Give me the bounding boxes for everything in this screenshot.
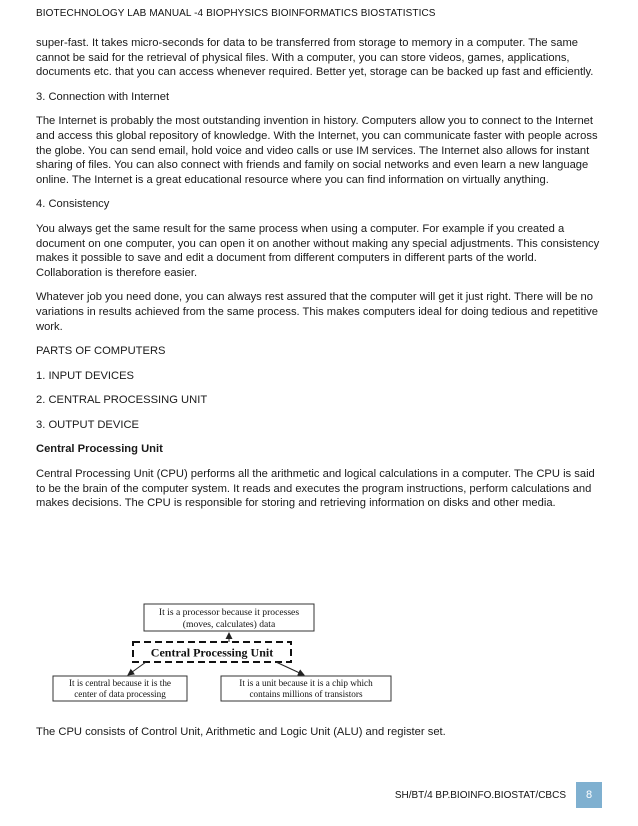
paragraph-cpu-components: The CPU consists of Control Unit, Arithmetic and Logic Unit (ALU) and register set.	[36, 726, 446, 738]
paragraph-reliability: Whatever job you need done, you can always rest assured that the computer will get it just right. There will be no variations in results achieved from the same process. This makes computers ideal for doing tedious and repetitive work.	[36, 291, 598, 333]
heading-parts-of-computers: PARTS OF COMPUTERS	[36, 345, 166, 358]
paragraph-consistency: You always get the same result for the same process when using a computer. For example if you created a document on one computer, you can open it on another without making any special adjustments. This consistency makes it possible to save and edit a document from different computers in different parts of the world. Collaboration is therefore easier.	[36, 222, 600, 279]
page-content	[36, 36, 602, 521]
list-item-output-device: 3. OUTPUT DEVICE	[36, 418, 139, 431]
diagram-arrow-right	[276, 662, 304, 675]
diagram-arrow-left	[128, 662, 146, 675]
diagram-right-line2: contains millions of transistors	[249, 689, 363, 699]
closing-content	[36, 725, 602, 750]
diagram-right-line1: It is a unit because it is a chip which	[239, 678, 373, 688]
paragraph-internet: The Internet is probably the most outstanding invention in history. Computers allow you to connect to the Internet and access this global repository of knowledge. With the Internet, you can communicate faster with people across the globe. You can send email, hold voice and video calls or use IM services. The Internet also allows for instant sharing of files. You can also connect with friends and family on social networks and even learn a new language online. The Internet is a great educational resource where you can find information on virtually anything.	[36, 115, 598, 186]
diagram-left-line1: It is central because it is the	[68, 678, 172, 688]
cpu-diagram	[36, 598, 602, 710]
list-item-input-devices: 1. INPUT DEVICES	[36, 369, 135, 382]
heading-connection-internet: 3. Connection with Internet	[36, 90, 170, 103]
heading-cpu: Central Processing Unit	[36, 443, 163, 456]
diagram-center-label: Central Processing Unit	[150, 645, 274, 660]
paragraph-storage: super-fast. It takes micro-seconds for data to be transferred from storage to memory in a computer. The same cannot be said for the retrieval of physical files. With a computer, you can store videos, games, applications, documents etc. that you can access whenever required. Better yet, storage can be backed up fast and efficiently.	[36, 37, 594, 79]
list-item-cpu: 2. CENTRAL PROCESSING UNIT	[36, 394, 208, 407]
heading-consistency: 4. Consistency	[36, 198, 110, 211]
page-footer	[395, 782, 602, 808]
page-header: BIOTECHNOLOGY LAB MANUAL -4 BIOPHYSICS BIOINFORMATICS BIOSTATISTICS	[36, 8, 436, 19]
footer-course-code: SH/BT/4 BP.BIOINFO.BIOSTAT/CBCS	[394, 789, 566, 801]
diagram-left-line2: center of data processing	[74, 689, 166, 699]
page-number-badge: 8	[576, 782, 602, 808]
paragraph-cpu: Central Processing Unit (CPU) performs all the arithmetic and logical calculations in a computer. The CPU is said to be the brain of the computer system. It reads and executes the program instructions, perform calculations and makes decisions. The CPU is responsible for storing and retrieving information on disks and other media.	[36, 468, 595, 510]
diagram-top-line2: (moves, calculates) data	[182, 619, 276, 630]
diagram-top-line1: It is a processor because it processes	[158, 607, 300, 618]
